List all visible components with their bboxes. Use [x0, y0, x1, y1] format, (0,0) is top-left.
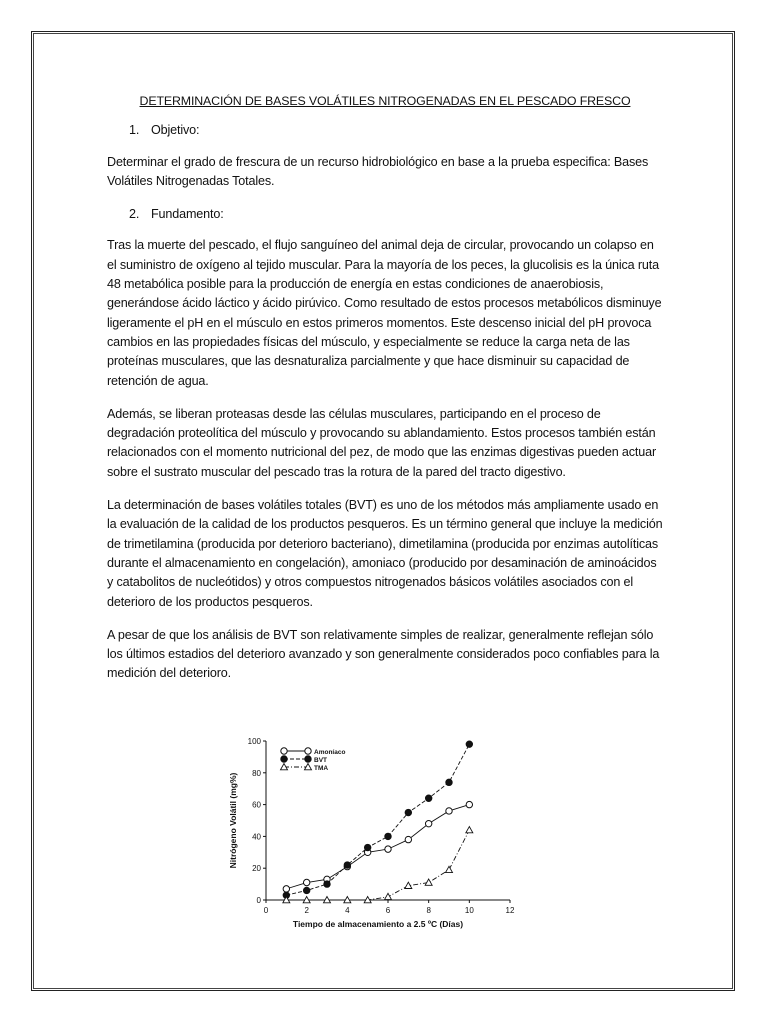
data-point-series-2: [466, 827, 473, 833]
legend-marker: [305, 748, 311, 754]
document-body: [107, 92, 663, 698]
data-point-series-0: [303, 879, 309, 885]
chart-container: [222, 730, 522, 940]
x-tick-label: 2: [304, 906, 309, 915]
section-label: Objetivo:: [151, 123, 200, 138]
paragraph: A pesar de que los análisis de BVT son relativamente simples de realizar, generalmente reflejan sólo los últimos estadios del deterioro avanzado y son generalmente considerados poco confiables para la medición del deterioro.: [107, 627, 660, 681]
document-title: DETERMINACIÓN DE BASES VOLÁTILES NITROGENADAS EN EL PESCADO FRESCO: [139, 94, 631, 108]
data-point-series-1: [303, 887, 309, 893]
y-tick-label: 80: [252, 768, 261, 778]
data-point-series-1: [446, 779, 452, 785]
section-heading-fundamento: [129, 205, 663, 224]
section-heading-objetivo: [129, 121, 663, 140]
y-tick-label: 20: [252, 864, 261, 874]
data-point-series-1: [466, 741, 472, 747]
data-point-series-0: [446, 808, 452, 814]
y-tick-label: 60: [252, 800, 261, 810]
paragraph: La determinación de bases volátiles totales (BVT) es uno de los métodos más ampliamente usado en la evaluación de la calidad de los productos pesqueros. Es un término general que incluye la medición de trimetilamina (producida por deterioro bacteriano), dimetilamina (producida por enzimas autolíticas durante el almacenamiento en congelación), amoniaco (producido por desaminación de aminoácidos y catabolitos de nucleótidos) y otros compuestos nitrogenados básicos volátiles asociados con el deterioro de los productos pesqueros.: [107, 498, 663, 609]
data-point-series-0: [385, 846, 391, 852]
x-tick-label: 4: [345, 906, 350, 915]
data-point-series-1: [324, 881, 330, 887]
legend-marker: [281, 756, 287, 762]
data-point-series-0: [405, 836, 411, 842]
y-axis-label: Nitrógeno Volátil (mg%): [228, 772, 238, 869]
paragraph: Además, se liberan proteasas desde las células musculares, participando en el proceso de degradación proteolítica del músculo y provocando su ablandamiento. Estos procesos también están relacionados con el momento nutricional del pez, de modo que las enzimas digestivas pueden actuar sobre el sustrato muscular del pescado tras la rotura de la pared del tracto digestivo.: [107, 406, 657, 479]
legend-label: Amoníaco: [314, 749, 346, 756]
data-point-series-1: [425, 795, 431, 801]
section-number: 2.: [129, 207, 140, 222]
x-tick-label: 10: [464, 906, 474, 915]
x-tick-label: 12: [505, 906, 515, 915]
series-line-2: [286, 830, 469, 900]
data-point-series-2: [425, 879, 432, 885]
legend-label: BVT: [314, 757, 327, 764]
data-point-series-2: [446, 866, 453, 872]
data-point-series-0: [466, 801, 472, 807]
x-tick-label: 8: [426, 906, 431, 915]
series-line-0: [286, 805, 469, 889]
y-tick-label: 40: [252, 832, 261, 842]
section-label: Fundamento:: [151, 207, 224, 222]
section-number: 1.: [129, 123, 140, 138]
legend-marker: [281, 748, 287, 754]
data-point-series-1: [405, 809, 411, 815]
x-axis-label: Tiempo de almacenamiento a 2.5 ºC (Días): [292, 919, 464, 929]
data-point-series-1: [364, 844, 370, 850]
y-tick-label: 100: [247, 737, 261, 746]
x-tick-label: 6: [385, 906, 391, 915]
data-point-series-0: [425, 820, 431, 826]
x-tick-label: 0: [263, 906, 269, 915]
objective-paragraph: Determinar el grado de frescura de un recurso hidrobiológico en base a la prueba especifica: Bases Volátiles Nitrogenadas Totales.: [107, 154, 649, 188]
data-point-series-2: [385, 893, 392, 899]
legend-label: TMA: [314, 765, 329, 772]
volatile-nitrogen-chart: [222, 730, 522, 940]
data-point-series-1: [344, 862, 350, 868]
paragraph: Tras la muerte del pescado, el flujo sanguíneo del animal deja de circular, provocando un colapso en el suministro de oxígeno al tejido muscular. Para la mayoría de los peces, la glucolisis es la única ruta 48 metabólica posible para la producción de energía en estas condiciones de anaerobiosis, generándose ácido láctico y ácido pirúvico. Como resultado de estos procesos metabólicos disminuye ligeramente el pH en el músculo en estos primeros momentos. Este descenso inicial del pH provoca cambios en las propiedades físicas del músculo, y especialmente se reduce la carga neta de las proteínas musculares, que las desnaturaliza parcialmente y que hace disminuir su capacidad de retención de agua.: [107, 238, 662, 388]
data-point-series-1: [385, 833, 391, 839]
y-tick-label: 0: [256, 896, 261, 905]
data-point-series-0: [283, 886, 289, 892]
legend-marker: [305, 756, 311, 762]
